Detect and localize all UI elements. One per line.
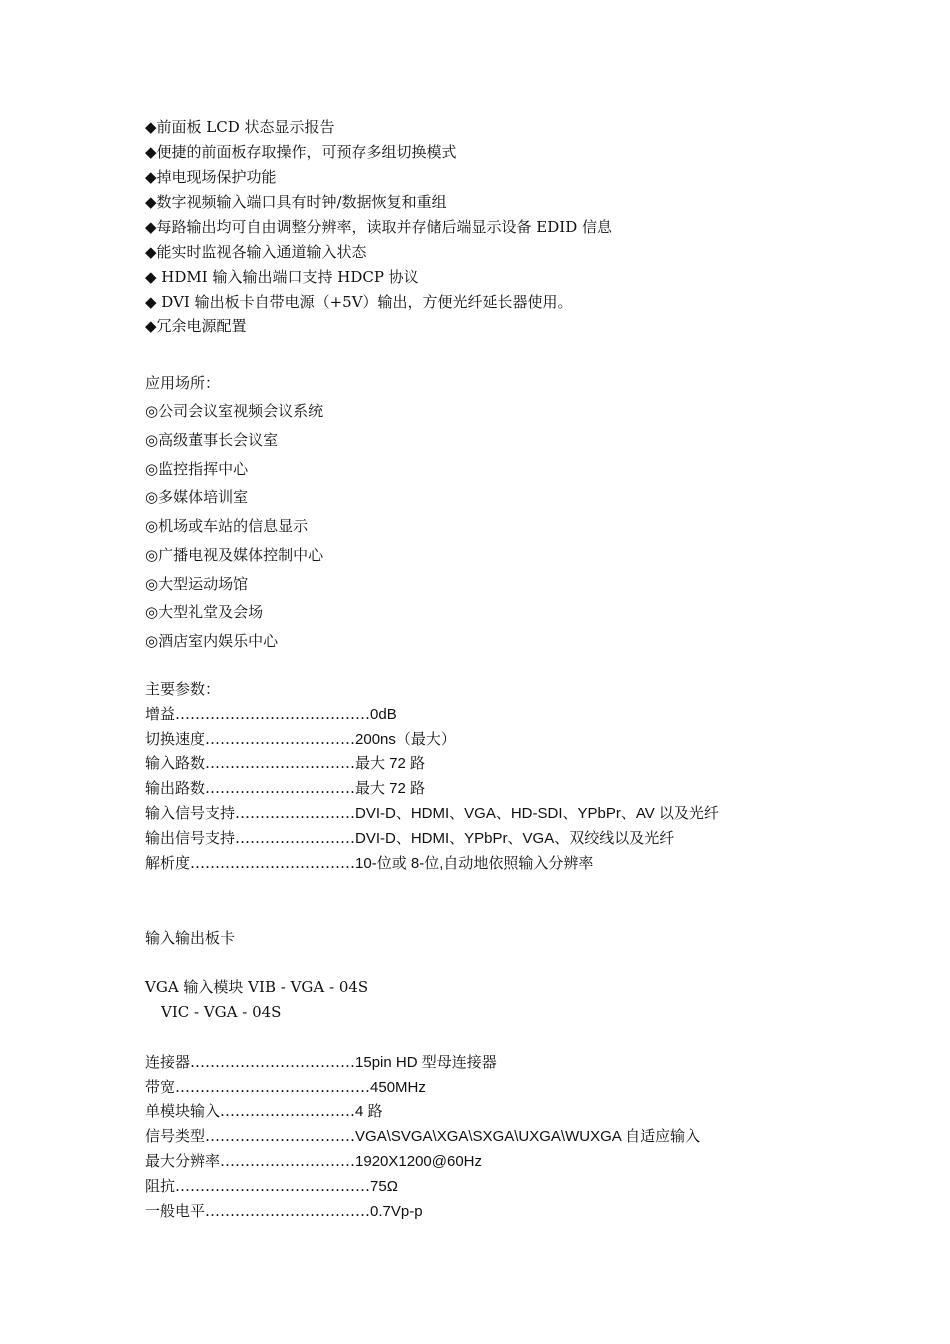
param-value: 最大 72 路 [355, 780, 426, 797]
application-item: ◎监控指挥中心 [145, 460, 249, 478]
param-label: 输出信号支持…………………… [145, 829, 356, 847]
application-item: ◎酒店室内娱乐中心 [145, 632, 279, 650]
param-value: 10-位或 8-位,自动地依照输入分辨率 [355, 855, 594, 872]
spec-label: 信号类型………………………… [145, 1127, 356, 1145]
feature-item: ◆掉电现场保护功能 [145, 168, 277, 186]
spec-row [145, 1126, 700, 1147]
spec-row [145, 1101, 383, 1122]
spec-row [145, 1201, 423, 1222]
spec-label: 带宽………………………………… [145, 1078, 371, 1096]
feature-item: ◆ HDMI 输入输出端口支持 HDCP 协议 [145, 268, 419, 286]
feature-item: ◆每路输出均可自由调整分辨率，读取并存储后端显示设备 EDID 信息 [145, 218, 613, 236]
param-row [145, 803, 719, 824]
param-label: 输出路数………………………… [145, 779, 356, 797]
application-item: ◎多媒体培训室 [145, 488, 249, 506]
param-row [145, 778, 425, 799]
spec-value: 0.7Vp-p [370, 1203, 423, 1220]
spec-label: 一般电平…………………………… [145, 1202, 371, 1220]
spec-label: 单模块输入……………………… [145, 1102, 356, 1120]
spec-row [145, 1176, 398, 1197]
spec-label: 阻抗………………………………… [145, 1177, 371, 1195]
feature-item: ◆ DVI 输出板卡自带电源（+5V）输出，方便光纤延长器使用。 [145, 293, 573, 311]
param-row [145, 853, 593, 874]
feature-item: ◆能实时监视各输入通道输入状态 [145, 243, 367, 261]
feature-item: ◆冗余电源配置 [145, 317, 247, 335]
param-value: DVI-D、HDMI、VGA、HD-SDI、YPbPr、AV 以及光纤 [355, 805, 719, 822]
spec-row [145, 1077, 426, 1098]
section-heading-applications: 应用场所： [145, 374, 221, 392]
param-label: 增益………………………………… [145, 705, 371, 723]
spec-value: VGA\SVGA\XGA\SXGA\UXGA\WUXGA 自适应输入 [355, 1128, 701, 1145]
param-row [145, 729, 456, 750]
module-name-secondary: VIC - VGA - 04S [161, 1003, 282, 1021]
application-item: ◎高级董事长会议室 [145, 431, 279, 449]
application-item: ◎机场或车站的信息显示 [145, 517, 309, 535]
param-value: 200ns（最大） [355, 731, 456, 748]
section-heading-params: 主要参数： [145, 680, 221, 698]
param-row [145, 828, 674, 849]
param-label: 切换速度………………………… [145, 730, 356, 748]
section-heading-boards: 输入输出板卡 [145, 929, 236, 947]
spec-value: 75Ω [370, 1178, 398, 1195]
spec-label: 连接器…………………………… [145, 1053, 356, 1071]
application-item: ◎公司会议室视频会议系统 [145, 402, 324, 420]
spec-label: 最大分辨率……………………… [145, 1152, 356, 1170]
feature-item: ◆数字视频输入端口具有时钟/数据恢复和重组 [145, 193, 447, 211]
application-item: ◎大型运动场馆 [145, 575, 249, 593]
param-row [145, 704, 397, 725]
module-name: VGA 输入模块 VIB - VGA - 04S [145, 978, 369, 996]
param-label: 解析度…………………………… [145, 854, 356, 872]
param-value: DVI-D、HDMI、YPbPr、VGA、双绞线以及光纤 [355, 830, 675, 847]
feature-item: ◆前面板 LCD 状态显示报告 [145, 118, 335, 136]
param-row [145, 753, 425, 774]
spec-value: 15pin HD 型母连接器 [355, 1054, 497, 1071]
application-item: ◎广播电视及媒体控制中心 [145, 546, 324, 564]
application-item: ◎大型礼堂及会场 [145, 603, 264, 621]
spec-row [145, 1151, 482, 1172]
spec-value: 450MHz [370, 1079, 426, 1096]
feature-item: ◆便捷的前面板存取操作，可预存多组切换模式 [145, 143, 457, 161]
spec-value: 4 路 [355, 1103, 383, 1120]
param-value: 最大 72 路 [355, 755, 426, 772]
param-label: 输入信号支持…………………… [145, 804, 356, 822]
spec-row [145, 1052, 497, 1073]
spec-value: 1920X1200@60Hz [355, 1153, 483, 1170]
param-label: 输入路数………………………… [145, 754, 356, 772]
param-value: 0dB [370, 706, 397, 723]
